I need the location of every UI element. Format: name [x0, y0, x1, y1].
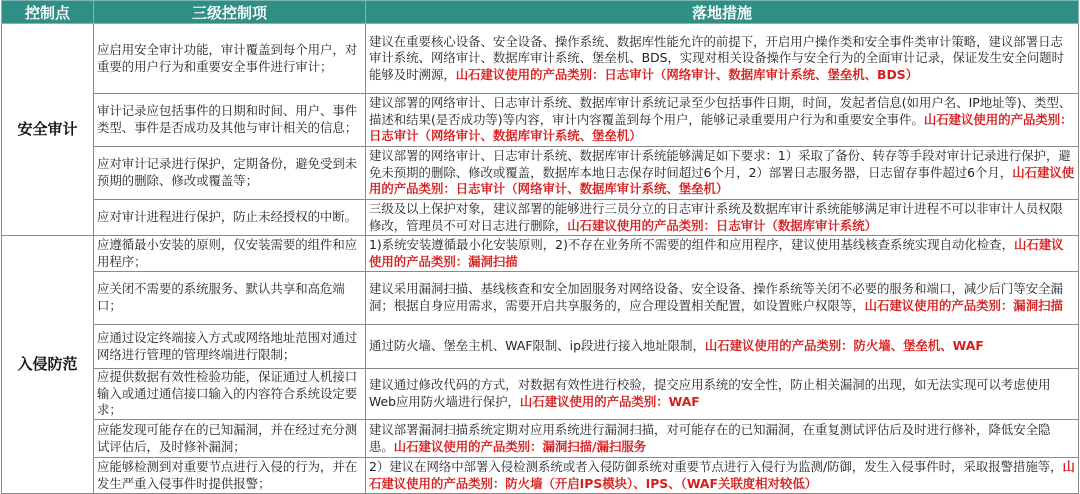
measure-cell [366, 325, 1079, 369]
measure-text: 建议在重要核心设备、安全设备、操作系统、数据库性能允许的前提下，开启用户操作类和安全事件类审计策略，建议部署日志审计系统、网络审计、数据库审计系统、堡垒机、BDS，实现对相关设备操作与安全行为的全面审计记录，保证发生安全问题时能够及时溯源， [369, 33, 1064, 82]
measure-cell [366, 24, 1079, 94]
table-row [2, 236, 1079, 272]
table-row [2, 420, 1079, 458]
measure-cell [366, 272, 1079, 325]
table-row [2, 458, 1079, 494]
measure-text: 建议采用漏洞扫描、基线核查和安全加固服务对网络设备、安全设备、操作系统等关闭不必要的服务和端口，减少后门等安全漏洞；根据自身应用需求，需要开启共享服务的，应合理设置相关配置，如设置账户权限等， [369, 281, 1063, 313]
table-row [2, 24, 1079, 94]
control-item-cell: 应关闭不需要的系统服务、默认共享和高危端口； [94, 272, 366, 325]
category-cell-intrusion-prevention: 入侵防范 [2, 236, 94, 494]
measure-text: 建议部署的网络审计、日志审计系统、数据库审计系统记录至少包括事件日期，时间，发起者信息(如用户名、IP地址等)、类型、描述和结果(是否成功等)等内容，审计内容覆盖到每个用户，能够记录重要用户行为和重要安全事件。 [369, 95, 1072, 127]
control-item-cell: 应能发现可能存在的已知漏洞，并在经过充分测试评估后，及时修补漏洞； [94, 420, 366, 458]
recommended-product-text: 山石建议使用的产品类别：WAF [519, 394, 700, 409]
recommended-product-text: 山石建议使用的产品类别：防火墙、堡垒机、WAF [704, 338, 984, 354]
table-row [2, 94, 1079, 147]
measure-text: 建议部署的网络审计、日志审计系统、数据库审计系统能够满足如下要求：1）采取了备份、转存等手段对审计记录进行保护，避免未预期的删除、修改或覆盖，数据库本地日志保存时间超过6个月，2）部署日志服务器，日志留存事件超过6个月， [369, 148, 1071, 180]
recommended-product-text: 山石建议使用的产品类别：防火墙（开启IPS模块）、IPS、（WAF关联度相对较低） [369, 458, 1075, 491]
measure-cell [366, 369, 1079, 420]
table-row [2, 147, 1079, 200]
recommended-product-text: 山石建议使用的产品类别：漏洞扫描 [369, 236, 1064, 269]
measure-cell [366, 458, 1079, 494]
table-header-row [2, 1, 1079, 24]
recommended-product-text: 山石建议使用的产品类别：日志审计（网络审计、数据库审计系统、堡垒机） [369, 111, 1073, 144]
security-control-table [1, 0, 1079, 494]
header-level3-control-item: 三级控制项 [94, 1, 366, 24]
measure-text: 通过防火墙、堡垒主机、WAF限制、ip段进行接入地址限制， [369, 338, 705, 354]
measure-cell [366, 420, 1079, 458]
control-item-cell: 应启用安全审计功能，审计覆盖到每个用户，对重要的用户行为和重要安全事件进行审计； [94, 24, 366, 94]
header-control-point: 控制点 [2, 1, 94, 24]
header-implementation-measures: 落地措施 [366, 1, 1079, 24]
control-item-cell: 应通过设定终端接入方式或网络地址范围对通过网络进行管理的管理终端进行限制； [94, 325, 366, 369]
control-item-cell: 审计记录应包括事件的日期和时间、用户、事件类型、事件是否成功及其他与审计相关的信息； [94, 94, 366, 147]
measure-cell [366, 94, 1079, 147]
measure-text: 1)系统安装遵循最小化安装原则，2)不存在业务所不需要的组件和应用程序，建议使用基线核查系统实现自动化检查， [369, 236, 1014, 252]
measure-text: 2）建议在网络中部署入侵检测系统或者入侵防御系统对重要节点进行入侵行为监测/防御，发生入侵事件时，采取报警措施等， [369, 458, 1063, 474]
recommended-product-text: 山石建议使用的产品类别：日志审计（数据库审计系统） [567, 217, 878, 233]
table-row [2, 272, 1079, 325]
measure-text: 建议通过修改代码的方式，对数据有效性进行校验，提交应用系统的安全性，防止相关漏洞的出现，如无法实现可以考虑使用Web应用防火墙进行保护， [369, 377, 1051, 409]
recommended-product-text: 山石建议使用的产品类别：漏洞扫描/漏扫服务 [393, 438, 647, 454]
control-item-cell: 应遵循最小安装的原则，仅安装需要的组件和应用程序； [94, 236, 366, 272]
control-item-cell: 应对审计记录进行保护，定期备份，避免受到未预期的删除、修改或覆盖等； [94, 147, 366, 200]
category-cell-security-audit: 安全审计 [2, 24, 94, 236]
table-row [2, 325, 1079, 369]
recommended-product-text: 山石建议使用的产品类别：日志审计（网络审计、数据库审计系统、堡垒机） [369, 164, 1075, 197]
control-item-cell: 应提供数据有效性检验功能，保证通过人机接口输入或通过通信接口输入的内容符合系统设定要求； [94, 369, 366, 420]
recommended-product-text: 山石建议使用的产品类别：漏洞扫描 [864, 298, 1063, 313]
recommended-product-text: 山石建议使用的产品类别：日志审计（网络审计、数据库审计系统、堡垒机、BDS） [455, 66, 919, 82]
measure-cell [366, 200, 1079, 236]
control-item-cell: 应能够检测到对重要节点进行入侵的行为，并在发生严重入侵事件时提供报警； [94, 458, 366, 494]
measure-cell [366, 236, 1079, 272]
table-row [2, 200, 1079, 236]
control-item-cell: 应对审计进程进行保护，防止未经授权的中断。 [94, 200, 366, 236]
measure-text: 建议部署漏洞扫描系统定期对应用系统进行漏洞扫描，对可能存在的已知漏洞，在重复测试评估后及时进行修补，降低安全隐患。 [369, 421, 1051, 454]
measure-text: 三级及以上保护对象，建议部署的能够进行三员分立的日志审计系统及数据库审计系统能够满足审计进程不可以非审计人员权限修改，管理员不可对日志进行删除， [369, 200, 1063, 233]
measure-cell [366, 147, 1079, 200]
table-row [2, 369, 1079, 420]
